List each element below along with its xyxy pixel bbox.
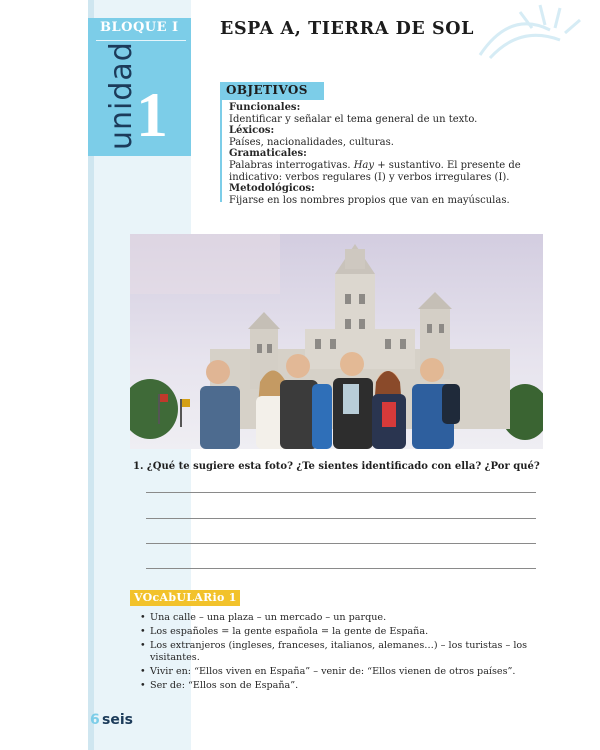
list-item: • Una calle – una plaza – un mercado – un parque. [140,612,530,624]
objective-item [229,148,559,183]
list-item: • Los extranjeros (ingleses, franceses, italianos, alemanes…) – los turistas – los visitantes. [140,640,530,665]
objectives-heading: OBJETIVOS [226,83,308,97]
vocabulary-heading: VOcAbULARio 1 [134,591,237,604]
objective-text-emphasis: Hay [353,159,375,171]
answer-line[interactable] [146,518,536,519]
objective-category: Funcionales: [229,102,301,113]
group-photo-madrid [130,234,543,449]
unit-number: 1 [136,79,168,150]
exercise-question: 1. ¿Qué te sugiere esta foto? ¿Te sientes identificado con ella? ¿Por qué? [133,461,540,472]
objective-text [229,160,559,183]
objective-item [229,125,559,148]
page-word: seis [102,712,133,728]
sun-decoration-icon [420,0,600,60]
objectives-list [229,102,559,206]
page-number: 6 [90,712,100,728]
objective-text: Países, nacionalidades, culturas. [229,136,394,148]
objective-text: Fijarse en los nombres propios que van en mayúsculas. [229,194,510,206]
vocabulary-list [140,612,530,694]
unidad-word: unidad [104,41,139,150]
answer-line[interactable] [146,568,536,569]
list-item: • Los españoles = la gente española = la gente de España. [140,626,530,638]
answer-line[interactable] [146,492,536,493]
objective-text-part: Palabras interrogativas. [229,159,354,171]
list-item: • Ser de: “Ellos son de España”. [140,680,530,692]
objective-item [229,183,559,206]
bloque-label: BLOQUE I [100,20,179,35]
objective-item [229,102,559,125]
objective-text-part: + sustantivo. El presente de indicativo: verbos regulares (I) y verbos irregulares (I). [229,159,521,183]
objective-category: Gramaticales: [229,148,307,160]
objective-category: Metodológicos: [229,183,315,195]
objective-text: Identificar y señalar el tema general de un texto. [229,113,478,125]
list-item: • Vivir en: “Ellos viven en España” – venir de: “Ellos vienen de otros países”. [140,666,530,678]
answer-line[interactable] [146,543,536,544]
unit-title: ESPA A, TIERRA DE SOL [220,19,474,39]
objectives-rule [220,82,222,202]
objective-category: Léxicos: [229,125,275,137]
